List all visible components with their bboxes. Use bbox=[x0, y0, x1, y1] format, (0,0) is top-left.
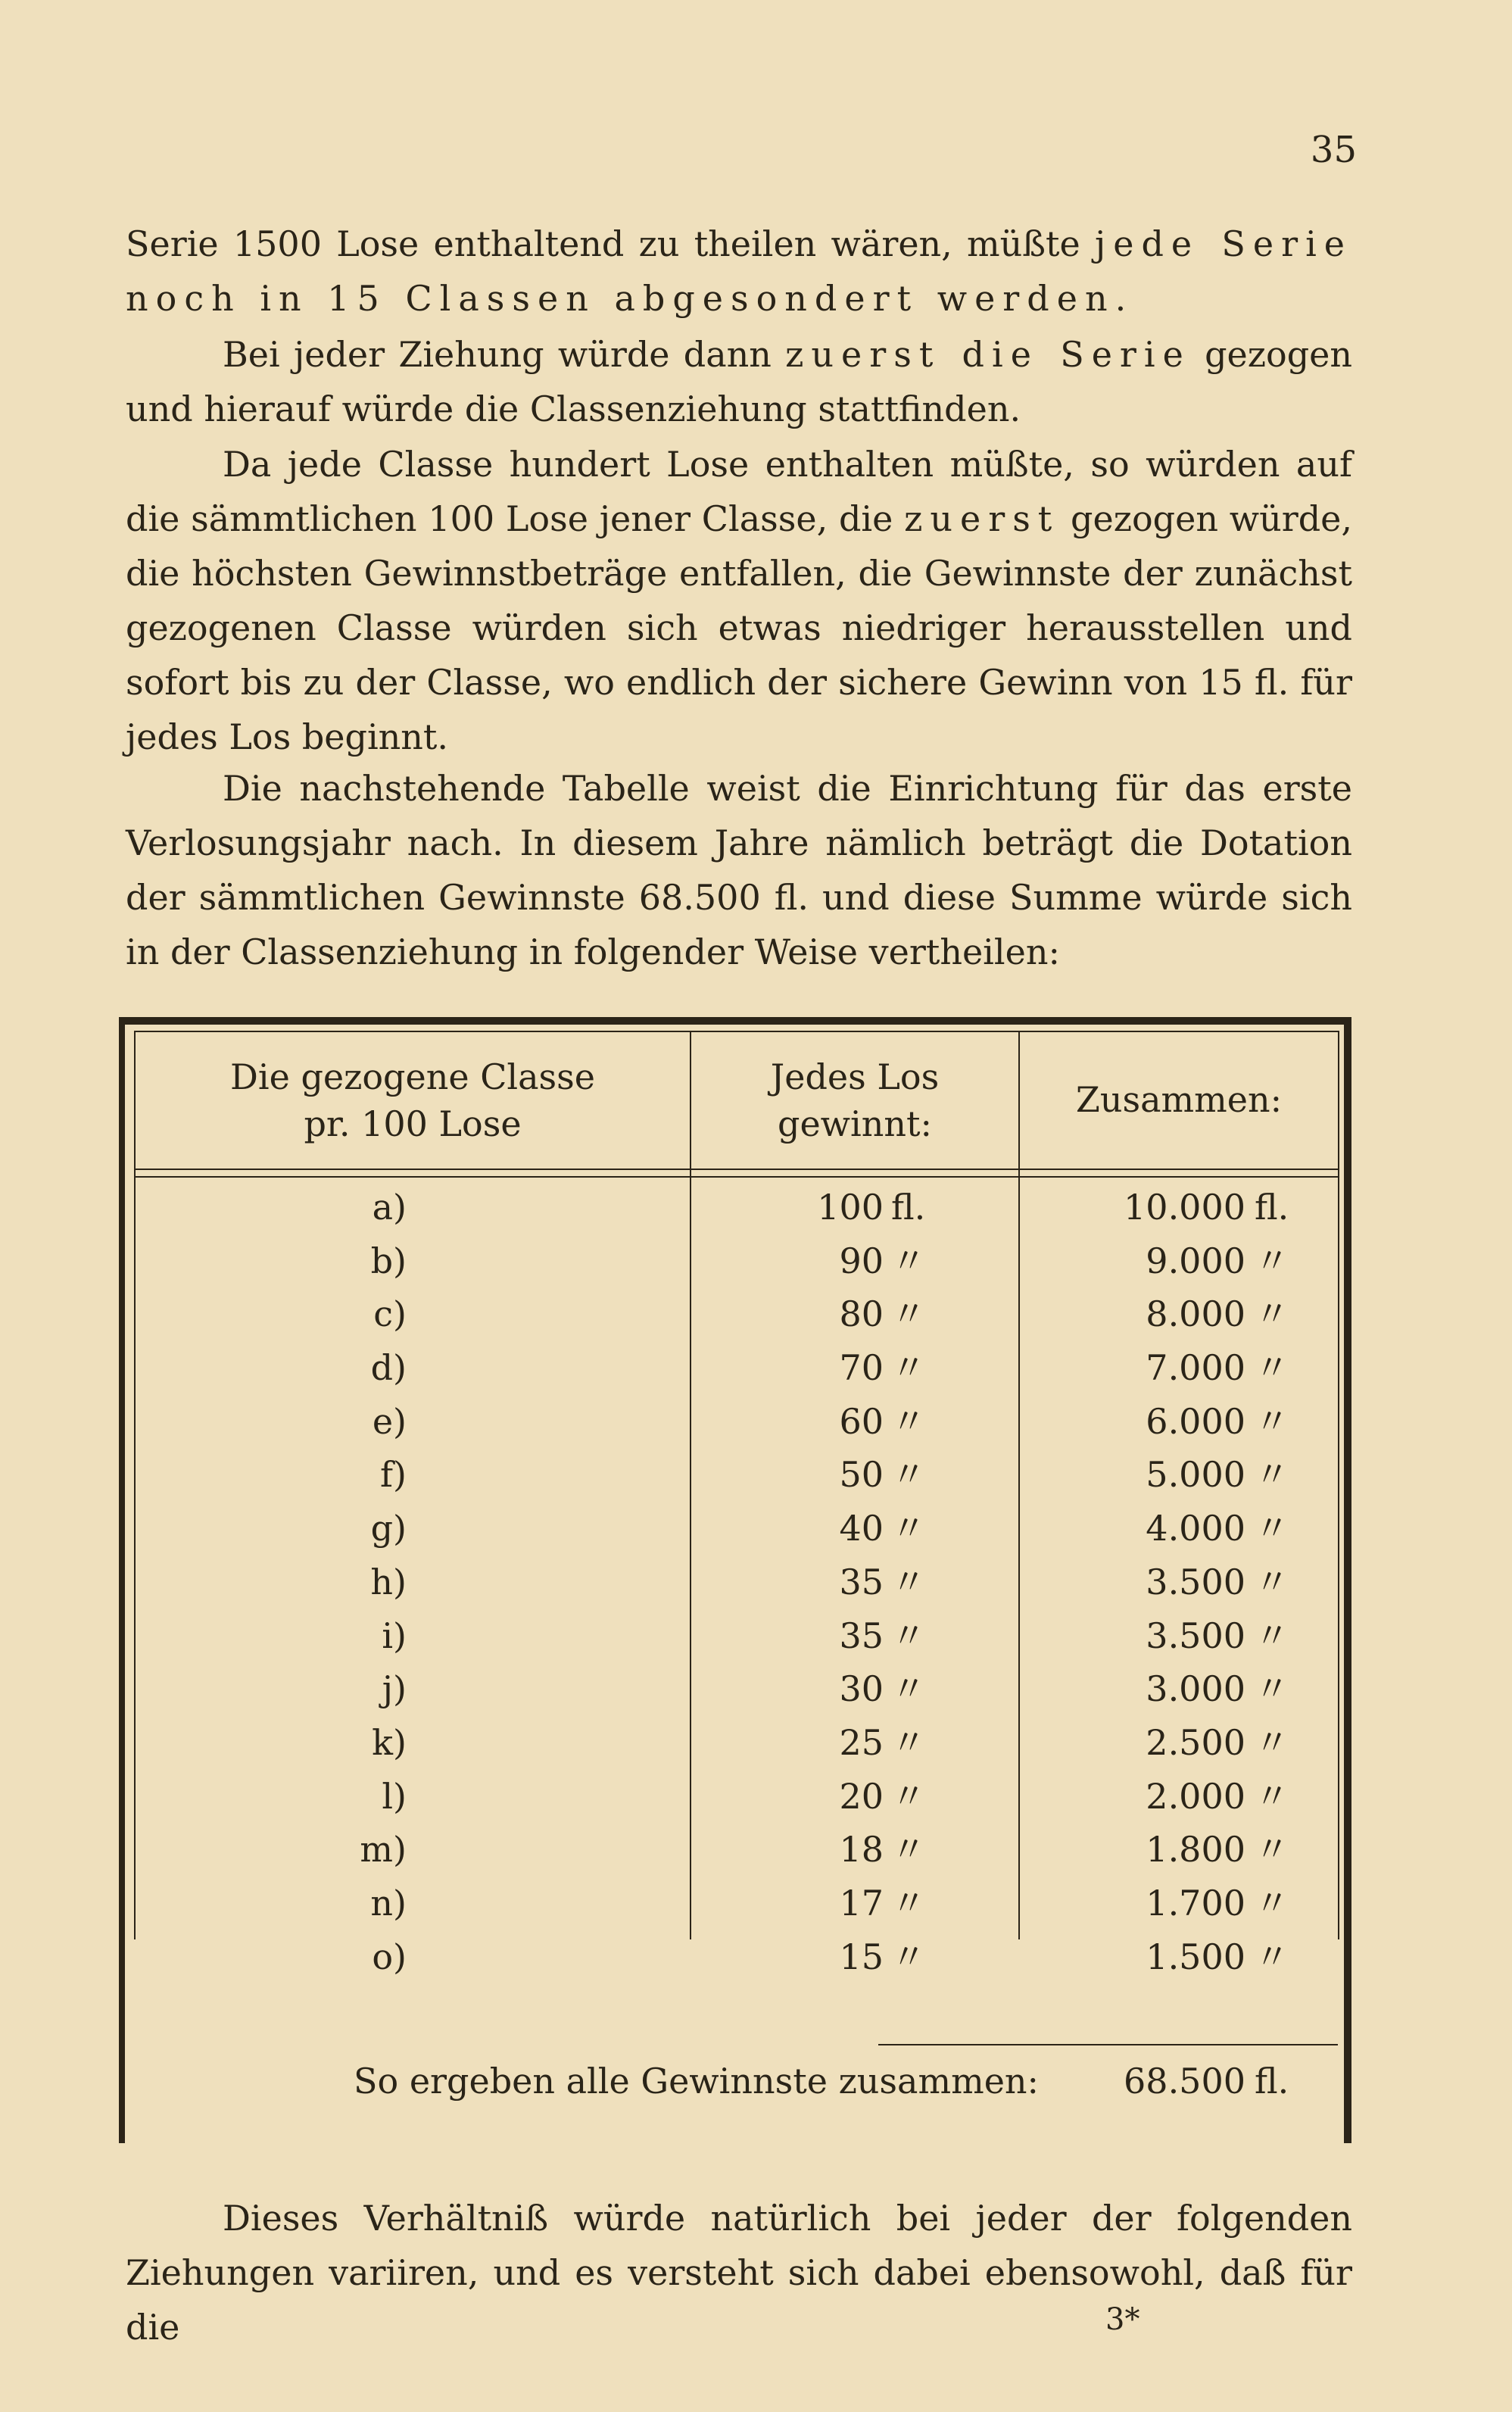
class-label: k) bbox=[372, 1721, 407, 1763]
each-amount: 90 bbox=[839, 1240, 884, 1281]
each-unit: 〃 bbox=[891, 1829, 926, 1871]
header-class-line1: Die gezogene Classe bbox=[230, 1056, 595, 1097]
header-each-line1: Jedes Los bbox=[770, 1056, 940, 1097]
total-amount: 3.000 bbox=[1146, 1668, 1245, 1710]
each-amount: 100 bbox=[817, 1187, 884, 1228]
header-each bbox=[691, 1053, 1018, 1147]
total-amount: 3.500 bbox=[1146, 1561, 1245, 1602]
total-amount: 7.000 bbox=[1146, 1347, 1245, 1389]
each-amount: 35 bbox=[839, 1561, 884, 1602]
page-number: 35 bbox=[1310, 129, 1357, 171]
total-unit: 〃 bbox=[1255, 1775, 1289, 1817]
table-rule-top bbox=[134, 1031, 1339, 1032]
total-amount: 1.700 bbox=[1146, 1882, 1245, 1924]
table-rule-right bbox=[1338, 1031, 1339, 1939]
class-label: a) bbox=[372, 1187, 407, 1228]
class-label: g) bbox=[370, 1508, 407, 1549]
text-run: Da jede Classe hundert Lose enthalten müßte, so würden auf die sämmtlichen 100 Lose jener Classe, die bbox=[126, 444, 1352, 539]
table-frame-top bbox=[119, 1017, 1351, 1025]
total-unit: 〃 bbox=[1255, 1347, 1289, 1389]
text-run: Bei jeder Ziehung würde dann bbox=[223, 334, 786, 375]
paragraph-2 bbox=[126, 327, 1352, 436]
class-label: j) bbox=[382, 1668, 407, 1710]
each-unit: fl. bbox=[891, 1187, 926, 1228]
each-unit: 〃 bbox=[891, 1240, 926, 1281]
each-amount: 80 bbox=[839, 1293, 884, 1335]
total-unit: fl. bbox=[1255, 1187, 1289, 1228]
each-amount: 15 bbox=[839, 1936, 884, 1977]
class-label: c) bbox=[373, 1293, 407, 1335]
each-amount: 20 bbox=[839, 1775, 884, 1817]
each-amount: 18 bbox=[839, 1829, 884, 1871]
closing-paragraph: Dieses Verhältniß würde natürlich bei jeder der folgenden Ziehungen variiren, und es versteht sich dabei ebensowohl, daß für die bbox=[126, 2198, 1352, 2348]
sum-label: So ergeben alle Gewinnste zusammen: bbox=[354, 2061, 1040, 2102]
class-label: e) bbox=[372, 1400, 407, 1442]
table-rule-left bbox=[134, 1031, 136, 1939]
paragraph-3 bbox=[126, 437, 1352, 764]
table-column-divider bbox=[1018, 1031, 1020, 1939]
class-label: l) bbox=[382, 1775, 407, 1817]
signature-mark: 3* bbox=[1105, 2302, 1140, 2337]
class-label: h) bbox=[370, 1561, 407, 1602]
each-amount: 17 bbox=[839, 1882, 884, 1924]
total-amount: 5.000 bbox=[1146, 1454, 1245, 1496]
text-run-spaced: jede Serie bbox=[1094, 223, 1352, 264]
total-unit: 〃 bbox=[1255, 1400, 1289, 1442]
total-unit: 〃 bbox=[1255, 1293, 1289, 1335]
class-label: b) bbox=[370, 1240, 407, 1281]
each-unit: 〃 bbox=[891, 1293, 926, 1335]
text-run-spaced: zuerst die Serie bbox=[785, 334, 1191, 375]
table-frame-left bbox=[119, 1017, 125, 2143]
table-header-rule bbox=[136, 1169, 1338, 1170]
text-run: Serie 1500 Lose enthaltend zu theilen wären, müßte bbox=[126, 223, 1095, 264]
each-unit: 〃 bbox=[891, 1882, 926, 1924]
each-unit: 〃 bbox=[891, 1936, 926, 1977]
sum-value: 68.500 bbox=[1124, 2061, 1245, 2102]
class-label: d) bbox=[370, 1347, 407, 1389]
each-amount: 40 bbox=[839, 1508, 884, 1549]
header-class bbox=[136, 1053, 690, 1147]
total-amount: 8.000 bbox=[1146, 1293, 1245, 1335]
total-unit: 〃 bbox=[1255, 1668, 1289, 1710]
each-amount: 70 bbox=[839, 1347, 884, 1389]
total-amount: 2.500 bbox=[1146, 1721, 1245, 1763]
total-unit: 〃 bbox=[1255, 1454, 1289, 1496]
total-unit: 〃 bbox=[1255, 1508, 1289, 1549]
total-unit: 〃 bbox=[1255, 1240, 1289, 1281]
paragraph-4 bbox=[126, 761, 1352, 979]
header-class-line2: pr. 100 Lose bbox=[304, 1103, 522, 1144]
each-unit: 〃 bbox=[891, 1721, 926, 1763]
each-unit: 〃 bbox=[891, 1454, 926, 1496]
class-label: n) bbox=[370, 1882, 407, 1924]
each-amount: 30 bbox=[839, 1668, 884, 1710]
text-run-spaced: noch in 15 Classen abgesondert werden. bbox=[126, 278, 1134, 319]
total-unit: 〃 bbox=[1255, 1829, 1289, 1871]
total-unit: 〃 bbox=[1255, 1882, 1289, 1924]
total-amount: 2.000 bbox=[1146, 1775, 1245, 1817]
class-label: o) bbox=[372, 1936, 407, 1977]
table-header-rule bbox=[136, 1176, 1338, 1178]
total-amount: 3.500 bbox=[1146, 1615, 1245, 1656]
total-unit: 〃 bbox=[1255, 1561, 1289, 1602]
sum-unit: fl. bbox=[1255, 2061, 1289, 2102]
text-run: gezogen und hierauf würde die Classenziehung stattfinden. bbox=[126, 334, 1353, 429]
table-frame-right bbox=[1344, 1017, 1351, 2143]
total-amount: 6.000 bbox=[1146, 1400, 1245, 1442]
total-amount: 1.800 bbox=[1146, 1829, 1245, 1871]
total-unit: 〃 bbox=[1255, 1615, 1289, 1656]
sum-rule bbox=[878, 2044, 1338, 2045]
text-run: Die nachstehende Tabelle weist die Einrichtung für das erste Verlosungsjahr nach. In diesem Jahre nämlich beträgt die Dotation der sämmtlichen Gewinnste 68.500 fl. und diese Summe würde sich in der Classenziehung in folgender Weise vertheilen: bbox=[126, 768, 1352, 972]
each-amount: 35 bbox=[839, 1615, 884, 1656]
text-run: gezogen würde, die höchsten Gewinnstbeträge entfallen, die Gewinnste der zunächst gezogenen Classe würden sich etwas niedriger herausstellen und sofort bis zu der Classe, wo endlich der sichere Gewinn von 15 fl. für jedes Los beginnt. bbox=[126, 498, 1352, 757]
each-unit: 〃 bbox=[891, 1615, 926, 1656]
header-each-line2: gewinnt: bbox=[778, 1103, 932, 1144]
text-run-spaced: zuerst bbox=[904, 498, 1060, 539]
each-amount: 50 bbox=[839, 1454, 884, 1496]
class-label: m) bbox=[360, 1829, 407, 1871]
total-unit: 〃 bbox=[1255, 1721, 1289, 1763]
each-amount: 60 bbox=[839, 1400, 884, 1442]
total-amount: 9.000 bbox=[1146, 1240, 1245, 1281]
header-total: Zusammen: bbox=[1075, 1079, 1283, 1120]
each-unit: 〃 bbox=[891, 1400, 926, 1442]
total-amount: 10.000 bbox=[1124, 1187, 1245, 1228]
total-amount: 1.500 bbox=[1146, 1936, 1245, 1977]
each-unit: 〃 bbox=[891, 1775, 926, 1817]
prize-table bbox=[119, 1017, 1351, 2143]
each-unit: 〃 bbox=[891, 1508, 926, 1549]
each-unit: 〃 bbox=[891, 1668, 926, 1710]
each-amount: 25 bbox=[839, 1721, 884, 1763]
class-label: i) bbox=[382, 1615, 407, 1656]
each-unit: 〃 bbox=[891, 1347, 926, 1389]
each-unit: 〃 bbox=[891, 1561, 926, 1602]
class-label: f) bbox=[380, 1454, 407, 1496]
total-amount: 4.000 bbox=[1146, 1508, 1245, 1549]
total-unit: 〃 bbox=[1255, 1936, 1289, 1977]
paragraph-1 bbox=[126, 217, 1352, 326]
